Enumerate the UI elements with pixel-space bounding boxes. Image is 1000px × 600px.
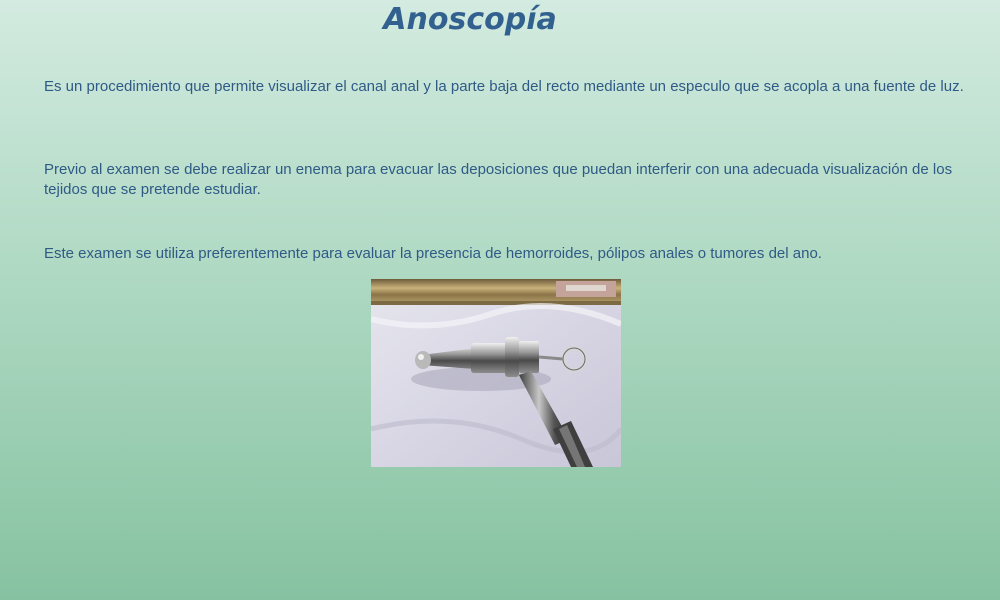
- paragraph-preparation: Previo al examen se debe realizar un enema para evacuar las deposiciones que puedan interferir con una adecuada visualización de los tejidos que se pretende estudiar.: [44, 161, 953, 198]
- slide-title: Anoscopía: [383, 2, 557, 37]
- anoscope-photo: [371, 279, 621, 467]
- paragraph-definition: Es un procedimiento que permite visualizar el canal anal y la parte baja del recto mediante un especulo que se acopla a una fuente de luz.: [44, 78, 964, 95]
- paragraph-indications: Este examen se utiliza preferentemente para evaluar la presencia de hemorroides, pólipos anales o tumores del ano.: [44, 245, 822, 262]
